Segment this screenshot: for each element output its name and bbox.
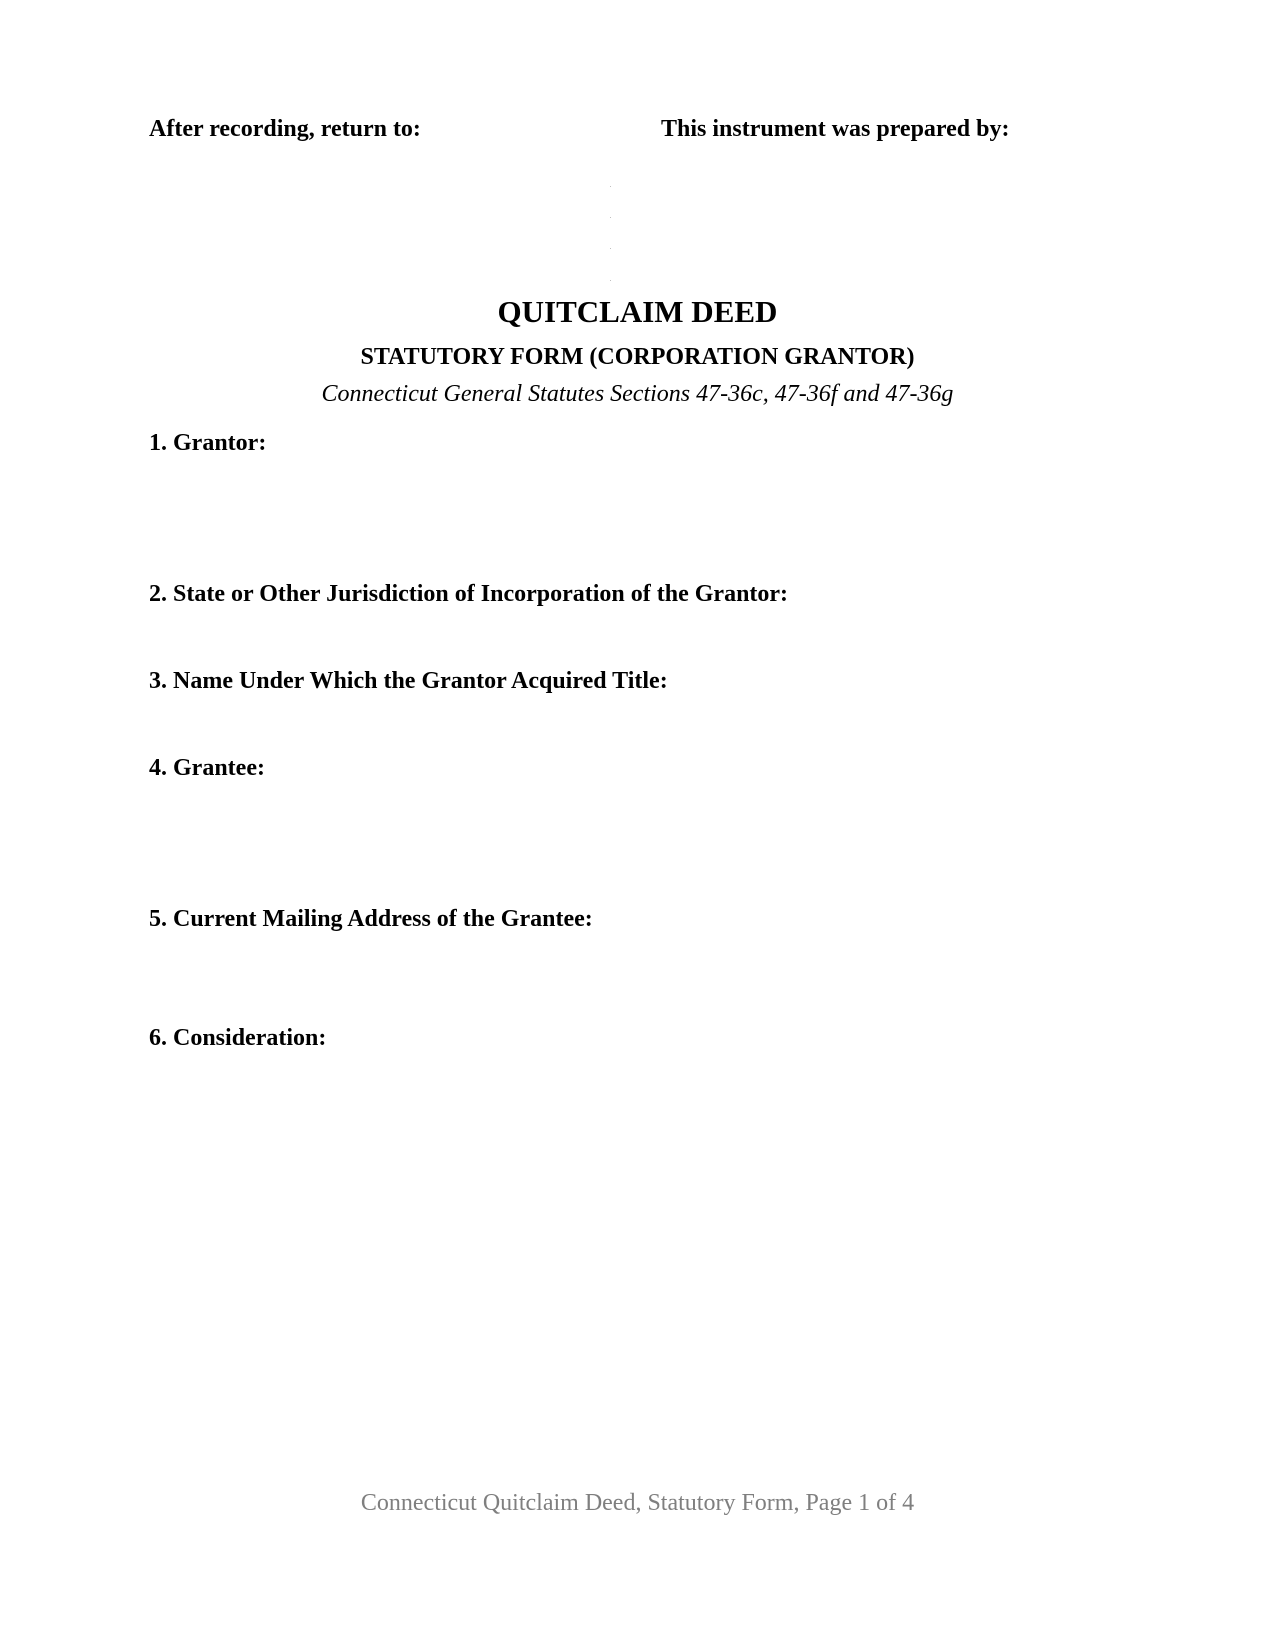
statute-reference: Connecticut General Statutes Sections 47-36c, 47-36f and 47-36g	[321, 381, 954, 407]
grantor-field-label: 1. Grantor:	[149, 430, 267, 456]
page-footer: Connecticut Quitclaim Deed, Statutory Form, Page 1 of 4	[360, 1490, 915, 1516]
grantee-mailing-address-field-label: 5. Current Mailing Address of the Grantee:	[149, 906, 593, 932]
consideration-field-label: 6. Consideration:	[149, 1025, 327, 1051]
acquired-title-name-field-label: 3. Name Under Which the Grantor Acquired Title:	[149, 668, 668, 694]
jurisdiction-field-label: 2. State or Other Jurisdiction of Incorporation of the Grantor:	[149, 581, 789, 607]
recording-area-dot	[610, 217, 611, 218]
grantee-field-label: 4. Grantee:	[149, 755, 265, 781]
page-subtitle: STATUTORY FORM (CORPORATION GRANTOR)	[360, 344, 915, 370]
recording-area-dot	[610, 248, 611, 249]
return-to-label: After recording, return to:	[149, 116, 421, 142]
page-title: QUITCLAIM DEED	[497, 294, 778, 329]
recording-area-dot	[610, 186, 611, 187]
prepared-by-label: This instrument was prepared by:	[661, 116, 1010, 142]
recording-area-dot	[610, 280, 611, 281]
